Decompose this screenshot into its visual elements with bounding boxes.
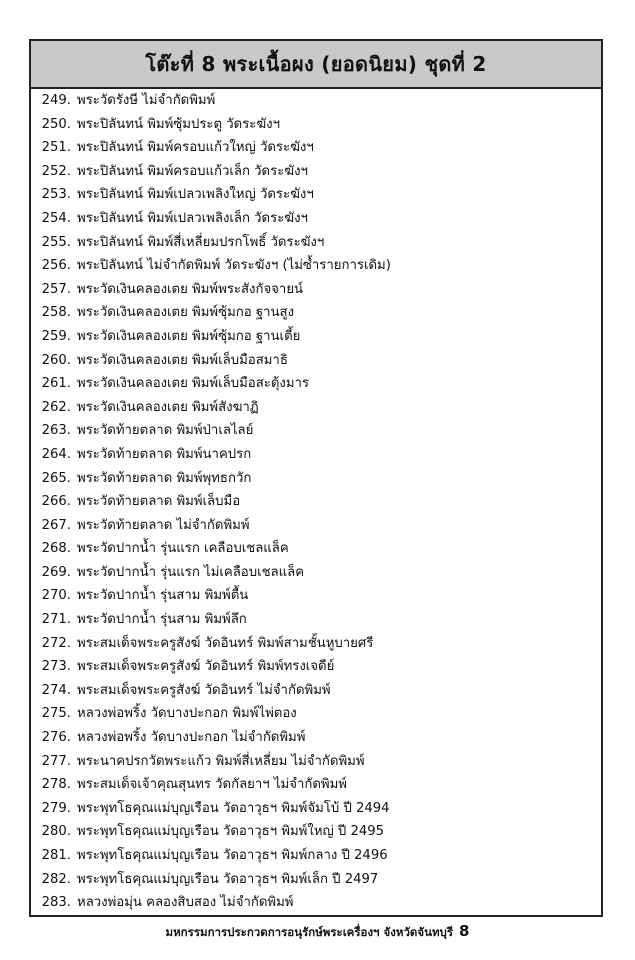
list-item (31, 490, 601, 514)
item-text: พระพุทโธคุณแม่บุญเรือน วัดอาวุธฯ พิมพ์กลาง ปี 2496 (77, 848, 388, 863)
item-text: พระสมเด็จพระครูสังฆ์ วัดอินทร์ ไม่จำกัดพิมพ์ (77, 682, 331, 698)
item-number: 253. (41, 187, 71, 203)
list-item (31, 372, 601, 396)
list-item (31, 584, 601, 608)
item-text: หลวงพ่อพริ้ง วัดบางปะกอก ไม่จำกัดพิมพ์ (77, 730, 306, 746)
item-number: 265. (41, 470, 71, 486)
item-text: พระวัดปากน้ำ รุ่นสาม พิมพ์ตื้น (77, 588, 249, 604)
item-text: พระปิลันทน์ พิมพ์เปลวเพลิงใหญ่ วัดระฆังฯ (77, 187, 314, 203)
list-item (31, 632, 601, 656)
list-item (31, 514, 601, 538)
item-number: 256. (41, 258, 71, 274)
item-text: พระวัดปากน้ำ รุ่นแรก ไม่เคลือบเชลแล็ค (77, 564, 305, 580)
list-item (31, 561, 601, 585)
item-number: 255. (41, 234, 71, 250)
item-number: 260. (41, 352, 71, 368)
item-number: 282. (41, 871, 71, 887)
item-number: 280. (41, 824, 71, 840)
list-item (31, 608, 601, 632)
item-text: พระวัดท้ายตลาด พิมพ์ป่าเลไลย์ (77, 423, 254, 439)
item-number: 276. (41, 730, 71, 746)
list-item (31, 844, 601, 868)
document-frame (29, 39, 603, 917)
list-item (31, 750, 601, 774)
item-number: 275. (41, 706, 71, 722)
list-item (31, 278, 601, 302)
item-text: พระวัดท้ายตลาด พิมพ์พุทธกวัก (77, 470, 252, 486)
list-item (31, 891, 601, 915)
item-number: 283. (41, 895, 71, 911)
page-footer (0, 922, 635, 942)
list-item (31, 160, 601, 184)
list-item (31, 773, 601, 797)
item-text: พระวัดเงินคลองเตย พิมพ์เล็บมือสมาธิ (77, 352, 288, 368)
item-text: พระสมเด็จเจ้าคุณสุนทร วัดกัลยาฯ ไม่จำกัดพิมพ์ (77, 777, 347, 793)
item-number: 270. (41, 588, 71, 604)
item-text: พระวัดเงินคลองเตย พิมพ์ซุ้มกอ ฐานเตี้ย (77, 328, 301, 344)
item-text: พระวัดท้ายตลาด พิมพ์เล็บมือ (77, 494, 241, 510)
item-text: พระปิลันทน์ พิมพ์ครอบแก้วเล็ก วัดระฆังฯ (77, 163, 308, 179)
item-number: 269. (41, 564, 71, 580)
list-item (31, 419, 601, 443)
item-number: 252. (41, 163, 71, 179)
item-text: พระสมเด็จพระครูสังฆ์ วัดอินทร์ พิมพ์ทรงเจดีย์ (77, 659, 335, 675)
list-item (31, 467, 601, 491)
list-item (31, 301, 601, 325)
list-item (31, 349, 601, 373)
item-number: 258. (41, 305, 71, 321)
item-number: 249. (41, 93, 71, 108)
item-number: 279. (41, 800, 71, 816)
item-number: 261. (41, 376, 71, 392)
list-item (31, 325, 601, 349)
list-item (31, 207, 601, 231)
item-number: 273. (41, 659, 71, 675)
item-text: พระวัดปากน้ำ รุ่นแรก เคลือบเชลแล็ค (77, 541, 289, 557)
item-number: 262. (41, 399, 71, 415)
item-number: 268. (41, 541, 71, 557)
item-text: พระพุทโธคุณแม่บุญเรือน วัดอาวุธฯ พิมพ์จัมโบ้ ปี 2494 (77, 800, 390, 816)
item-text: หลวงพ่อพริ้ง วัดบางปะกอก พิมพ์ไพ่ตอง (77, 706, 297, 722)
list-item (31, 679, 601, 703)
page-number: 8 (459, 922, 470, 940)
item-text: พระพุทโธคุณแม่บุญเรือน วัดอาวุธฯ พิมพ์ใหญ่ ปี 2495 (77, 824, 385, 840)
item-text: พระวัดท้ายตลาด ไม่จำกัดพิมพ์ (77, 517, 250, 533)
list-item (31, 868, 601, 892)
item-text: พระสมเด็จพระครูสังฆ์ วัดอินทร์ พิมพ์สามชั้นหูบายศรี (77, 635, 374, 651)
item-text: พระวัดเงินคลองเตย พิมพ์ซุ้มกอ ฐานสูง (77, 305, 295, 321)
list-item (31, 726, 601, 750)
item-text: พระวัดปากน้ำ รุ่นสาม พิมพ์ลึก (77, 612, 247, 628)
item-text: พระวัดท้ายตลาด พิมพ์นาคปรก (77, 446, 252, 462)
item-number: 274. (41, 682, 71, 698)
list-item (31, 820, 601, 844)
item-text: พระปิลันทน์ พิมพ์ซุ้มประตู วัดระฆังฯ (77, 116, 281, 132)
item-number: 257. (41, 281, 71, 297)
item-number: 263. (41, 423, 71, 439)
item-number: 264. (41, 446, 71, 462)
item-number: 271. (41, 612, 71, 628)
list-item (31, 655, 601, 679)
list-item (31, 136, 601, 160)
item-text: พระวัดเงินคลองเตย พิมพ์สังฆาฏิ (77, 399, 259, 415)
item-number: 267. (41, 517, 71, 533)
list-item (31, 231, 601, 255)
item-text: พระวัดรังษี ไม่จำกัดพิมพ์ (77, 93, 216, 108)
list-item (31, 113, 601, 137)
item-text: พระวัดเงินคลองเตย พิมพ์เล็บมือสะดุ้งมาร (77, 376, 310, 392)
list-item (31, 183, 601, 207)
item-text: พระปิลันทน์ พิมพ์สี่เหลี่ยมปรกโพธิ์ วัดระฆังฯ (77, 234, 325, 250)
item-text: พระปิลันทน์ พิมพ์ครอบแก้วใหญ่ วัดระฆังฯ (77, 140, 314, 156)
list-item (31, 443, 601, 467)
item-number: 259. (41, 328, 71, 344)
item-number: 277. (41, 753, 71, 769)
item-number: 281. (41, 848, 71, 863)
list-item (31, 797, 601, 821)
list-item (31, 702, 601, 726)
page-title: โต๊ะที่ 8 พระเนื้อผง (ยอดนิยม) ชุดที่ 2 (31, 41, 601, 89)
item-list (31, 89, 601, 915)
item-text: พระปิลันทน์ พิมพ์เปลวเพลิงเล็ก วัดระฆังฯ (77, 210, 308, 226)
item-number: 254. (41, 210, 71, 226)
item-number: 266. (41, 494, 71, 510)
list-item (31, 254, 601, 278)
item-number: 251. (41, 140, 71, 156)
item-number: 278. (41, 777, 71, 793)
item-text: พระพุทโธคุณแม่บุญเรือน วัดอาวุธฯ พิมพ์เล็ก ปี 2497 (77, 871, 379, 887)
list-item (31, 537, 601, 561)
item-number: 272. (41, 635, 71, 651)
item-text: หลวงพ่อมุ่น คลองสิบสอง ไม่จำกัดพิมพ์ (77, 895, 294, 911)
footer-text: มหกรรมการประกวดการอนุรักษ์พระเครื่องฯ จังหวัดจันทบุรี (165, 925, 454, 939)
item-text: พระนาคปรกวัดพระแก้ว พิมพ์สี่เหลี่ยม ไม่จำกัดพิมพ์ (77, 753, 365, 769)
item-text: พระปิลันทน์ ไม่จำกัดพิมพ์ วัดระฆังฯ (ไม่ซ้ำรายการเดิม) (77, 258, 391, 274)
item-text: พระวัดเงินคลองเตย พิมพ์พระสังกัจจายน์ (77, 281, 304, 297)
list-item (31, 396, 601, 420)
list-item (31, 89, 601, 113)
item-number: 250. (41, 116, 71, 132)
